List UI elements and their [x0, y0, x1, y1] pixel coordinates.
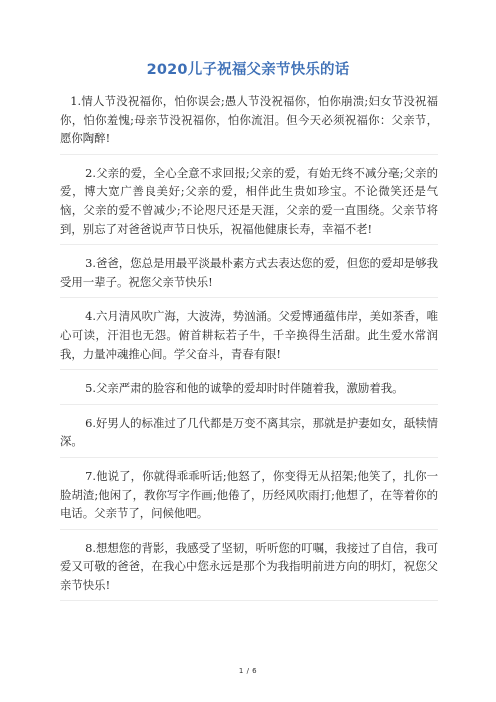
paragraph-3: 3.爸爸，您总是用最平淡最朴素方式去表达您的爱，但您的爱却是够我受用一辈子。祝您父亲节快乐!	[60, 254, 438, 298]
paragraph-2: 2.父亲的爱，全心全意不求回报;父亲的爱，有始无终不减分毫;父亲的爱，博大宽广善良美好;父亲的爱，相伴此生贵如珍宝。不论微笑还是气恼，父亲的爱不曾减少;不论咫尺还是天涯，父亲的爱一直围绕。父亲节将到，别忘了对爸爸说声节日快乐，祝福他健康长寿，幸福不老!	[60, 164, 438, 245]
document-body	[60, 92, 438, 610]
page-number: 1 / 6	[238, 667, 258, 675]
paragraph-8: 8.想想您的背影，我感受了坚韧，听听您的叮嘱，我接过了自信，我可爱又可敬的爸爸，在我心中您永远是那个为我指明前进方向的明灯，祝您父亲节快乐!	[60, 539, 438, 602]
paragraph-7: 7.他说了，你就得乖乖听话;他怒了，你变得无从招架;他笑了，扎你一脸胡渣;他闲了，教你写字作画;他倦了，历经风吹雨打;他想了，在等着你的电话。父亲节了，问候他吧。	[60, 467, 438, 530]
paragraph-6: 6.好男人的标准过了几代都是万变不离其宗，那就是护妻如女，舐犊情深。	[60, 414, 438, 458]
paragraph-4: 4.六月清风吹广海，大波涛，势汹涌。父爱博通蕴伟岸，美如茶香，唯心可读，汗泪也无怨。俯首耕耘若子牛，千辛换得生活甜。此生爱水常润我，力量冲魂推心间。学父奋斗，青春有限!	[60, 307, 438, 370]
document-title: 2020儿子祝福父亲节快乐的话	[146, 62, 350, 78]
paragraph-1: 1.情人节没祝福你，怕你误会;愚人节没祝福你，怕你崩溃;妇女节没祝福你，怕你羞愧;母亲节没祝福你，怕你流泪。但今天必须祝福你：父亲节，愿你陶醉!	[60, 92, 438, 155]
paragraph-5: 5.父亲严肃的脸容和他的诚挚的爱却时时伴随着我，激励着我。	[60, 379, 438, 405]
